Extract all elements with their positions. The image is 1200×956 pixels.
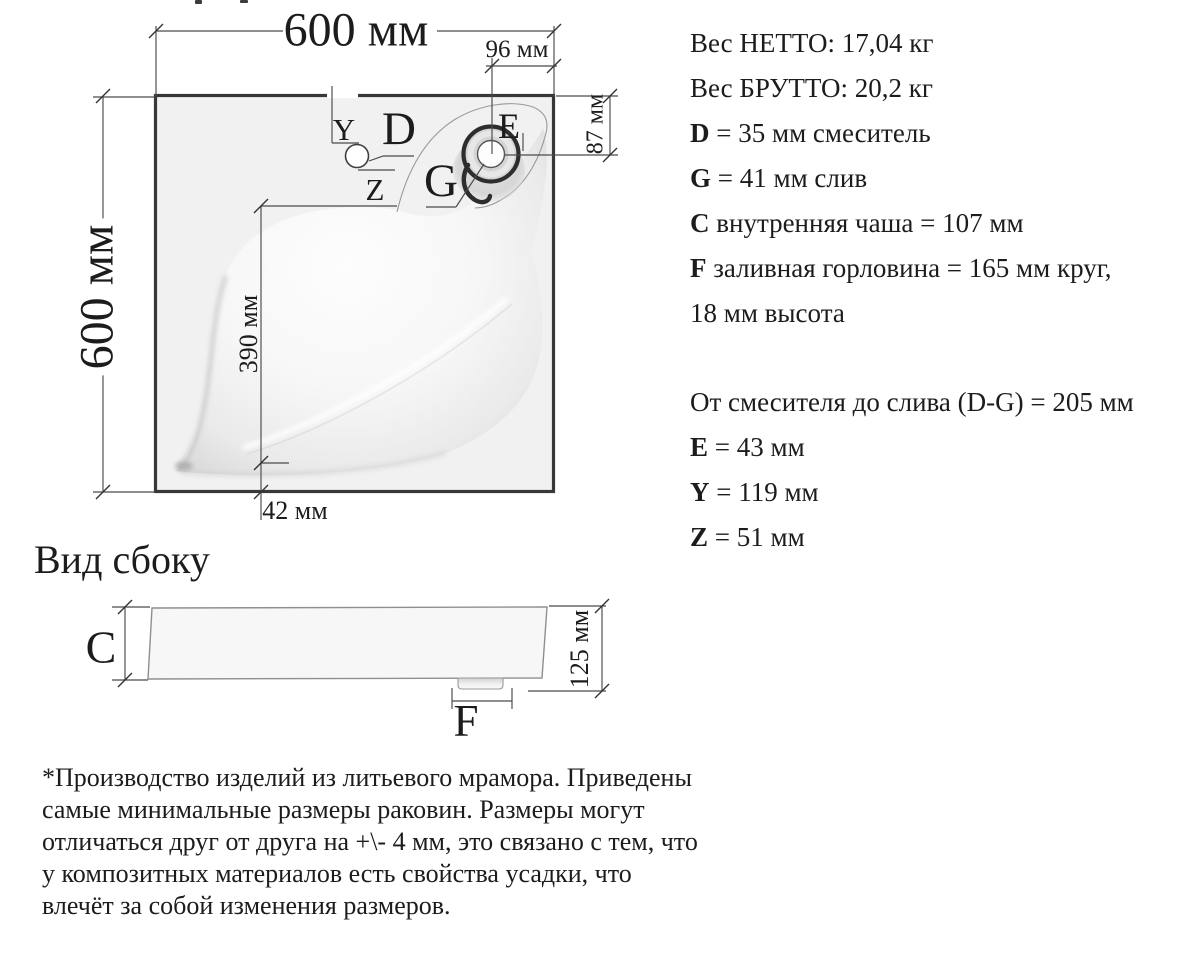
label-d-faucet: D [382, 103, 416, 155]
spec-line: C внутренняя чаша = 107 мм [690, 208, 1024, 238]
dim-tip-gap: 42 мм [262, 496, 328, 525]
footnote-line: у композитных материалов есть свойства усадки, что [42, 859, 632, 888]
spec-line: F заливная горловина = 165 мм круг, [690, 253, 1112, 283]
spec-line: G = 41 мм слив [690, 163, 868, 193]
spec-block-distances [690, 380, 1134, 560]
spec-line: От смесителя до слива (D-G) = 205 мм [690, 387, 1134, 417]
spec-line: 18 мм высота [690, 298, 845, 328]
label-e: E [498, 106, 520, 146]
label-y: Y [332, 112, 356, 147]
dim-left-height: 600 мм [70, 219, 125, 376]
dim-side-height: 125 мм [565, 609, 594, 689]
label-z: Z [365, 172, 385, 207]
spec-line: E = 43 мм [690, 432, 805, 462]
side-view-body [148, 607, 547, 679]
dim-drain-offset: 87 мм [582, 93, 609, 155]
label-g-drain: G [424, 155, 458, 207]
dim-top-width: 600 мм [283, 3, 429, 57]
side-view-heading: Вид сбоку [34, 537, 210, 582]
footnote-line: *Производство изделий из литьевого мрамора. Приведены [42, 763, 692, 792]
spec-line: D = 35 мм смеситель [690, 118, 931, 148]
side-view-drawing [112, 606, 606, 709]
spec-block-weights-and-holes [690, 21, 1112, 336]
spec-line: Y = 119 мм [690, 477, 819, 507]
dim-bowl-length: 390 мм [234, 294, 263, 374]
production-footnote [42, 762, 698, 922]
cropped-text-artifact [195, 0, 248, 4]
footnote-line: самые минимальные размеры раковин. Размеры могут [42, 795, 645, 824]
label-c-height: C [85, 621, 117, 673]
spec-line: Вес НЕТТО: 17,04 кг [690, 28, 934, 58]
spec-line: Вес БРУТТО: 20,2 кг [690, 73, 933, 103]
footnote-line: влечёт за собой изменения размеров. [42, 891, 451, 920]
top-view-drawing [93, 26, 618, 520]
footnote-line: отличаться друг от друга на +\- 4 мм, это связано с тем, что [42, 827, 698, 856]
spec-line: Z = 51 мм [690, 522, 805, 552]
label-f-neck: F [453, 696, 479, 746]
filler-neck-protrusion [458, 678, 503, 689]
dim-faucet-offset: 96 мм [485, 36, 549, 63]
